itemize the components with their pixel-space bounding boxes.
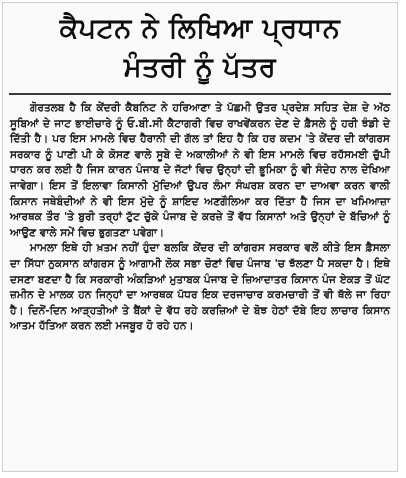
headline-divider bbox=[9, 93, 391, 95]
article-paragraph-2: ਮਾਮਲਾ ਇਥੇ ਹੀ ਖ਼ਤਮ ਨਹੀਂ ਹੁੰਦਾ ਬਲਕਿ ਕੇਂਦਰ ਦੀ ਕਾਂਗਰਸ ਸਰਕਾਰ ਵਲੋਂ ਕੀਤੇ ਇਸ ਫ਼ੈਸਲਾ ਦਾ ਸਿੱਧਾ ਨੁਕਸਾਨ ਕਾਂਗਰਸ ਨੂੰ ਆਗਾਮੀ ਲੋਕ ਸਭਾ ਚੋਣਾਂ ਵਿਚ ਪੰਜਾਬ 'ਚ ਝੱਲਣਾ ਪੈ ਸਕਦਾ ਹੈ। ਇਥੇ ਦਸਣਾ ਬਣਦਾ ਹੈ ਕਿ ਸਰਕਾਰੀ ਅੰਕੜਿਆਂ ਮੁਤਾਬਕ ਪੰਜਾਬ ਦੇ ਜ਼ਿਆਦਾਤਰ ਕਿਸਾਨ ਪੰਜ ਏਕੜ ਤੋਂ ਘੱਟ ਜ਼ਮੀਨ ਦੇ ਮਾਲਕ ਹਨ ਜਿਨ੍ਹਾਂ ਦਾ ਆਰਥਕ ਪੱਧਰ ਇਕ ਦਰਜਾਚਾਰ ਕਰਮਚਾਰੀ ਤੋਂ ਵੀ ਥੱਲੇ ਜਾ ਰਿਹਾ ਹੈ। ਦਿਨੋਂ-ਦਿਨ ਆੜ੍ਹਤੀਆਂ ਤੇ ਬੈਂਕਾਂ ਦੇ ਵੱਧ ਰਹੇ ਕਰਜ਼ਿਆਂ ਦੇ ਬੋਝ ਹੇਠਾਂ ਦੱਬੇ ਇਹ ਲਾਚਾਰ ਕਿਸਾਨ ਆਤਮ ਹੱਤਿਆ ਕਰਨ ਲਈ ਮਜਬੂਰ ਹੋ ਰਹੇ ਹਨ। bbox=[10, 242, 390, 333]
headline-line-2: ਮੰਤਰੀ ਨੂੰ ਪੱਤਰ bbox=[123, 52, 277, 83]
headline-line-1: ਕੈਪਟਨ ਨੇ ਲਿਖਿਆ ਪ੍ਰਧਾਨ bbox=[59, 13, 341, 44]
article-body bbox=[10, 101, 390, 335]
newspaper-clipping bbox=[2, 2, 398, 472]
article-paragraph-1: ਗੋਰਤਲਬ ਹੈ ਕਿ ਕੇਂਦਰੀ ਕੈਬਨਿਟ ਨੇ ਹਰਿਆਣਾ ਤੇ ਪੱਛਮੀ ਉਤਰ ਪ੍ਰਦੇਸ਼ ਸਹਿਤ ਦੇਸ਼ ਦੇ ਅੱਠ ਸੂਬਿਆਂ ਦੇ ਜਾਟ ਭਾਈਚਾਰੇ ਨੂੰ ਓ.ਬੀ.ਸੀ ਕੈਟਾਗਰੀ ਵਿਚ ਰਾਖਵੇਂਕਰਨ ਦੇਣ ਦੇ ਫ਼ੈਸਲੇ ਨੂੰ ਹਰੀ ਝੰਡੀ ਦੇ ਦਿੱਤੀ ਹੈ। ਪਰ ਇਸ ਮਾਮਲੇ ਵਿਚ ਹੈਰਾਨੀ ਦੀ ਗੱਲ ਤਾਂ ਇਹ ਹੈ ਕਿ ਹਰ ਕਦਮ 'ਤੇ ਕੇਂਦਰ ਦੀ ਕਾਂਗਰਸ ਸਰਕਾਰ ਨੂੰ ਪਾਣੀ ਪੀ ਕੇ ਕੋਸਣ ਵਾਲੇ ਸੂਬੇ ਦੇ ਅਕਾਲੀਆਂ ਨੇ ਵੀ ਇਸ ਮਾਮਲੇ ਵਿਚ ਰਹੱਸਮਈ ਚੁੱਪੀ ਧਾਰਨ ਕਰ ਲਈ ਹੈ ਜਿਸ ਕਾਰਨ ਪੰਜਾਬ ਦੇ ਜੱਟਾਂ ਵਿਚ ਉਨ੍ਹਾਂ ਦੀ ਭੂਮਿਕਾ ਨੂੰ ਵੀ ਸੰਦੇਹ ਨਾਲ ਦੇਖਿਆ ਜਾਵੇਗਾ। ਇਸ ਤੋਂ ਇਲਾਵਾ ਕਿਸਾਨੀ ਮੁੱਦਿਆਂ ਉਪਰ ਲੰਮਾ ਸੰਘਰਸ਼ ਕਰਨ ਦਾ ਦਾਅਵਾ ਕਰਨ ਵਾਲੀ ਕਿਸਾਨ ਜਥੇਬੰਦੀਆਂ ਨੇ ਵੀ ਇਸ ਮੁੱਦੇ ਨੂੰ ਸ਼ਾਇਦ ਅਣਗੌਲਿਆ ਕਰ ਦਿੱਤਾ ਹੈ ਜਿਸ ਦਾ ਖਮਿਆਜ਼ਾ ਆਰਥਕ ਤੌਰ 'ਤੇ ਬੁਰੀ ਤਰ੍ਹਾਂ ਟੁੱਟ ਚੁੱਕੇ ਪੰਜਾਬ ਦੇ ਕਰਜ਼ੇ ਤੋਂ ਵੱਧ ਕਿਸਾਨਾਂ ਅਤੇ ਉਨ੍ਹਾਂ ਦੇ ਬੱਚਿਆਂ ਨੂੰ ਆਉਣ ਵਾਲੇ ਸਮੇਂ ਵਿਚ ਭੁਗਤਣਾ ਪਵੇਗਾ। bbox=[10, 102, 390, 239]
headline bbox=[11, 9, 389, 87]
